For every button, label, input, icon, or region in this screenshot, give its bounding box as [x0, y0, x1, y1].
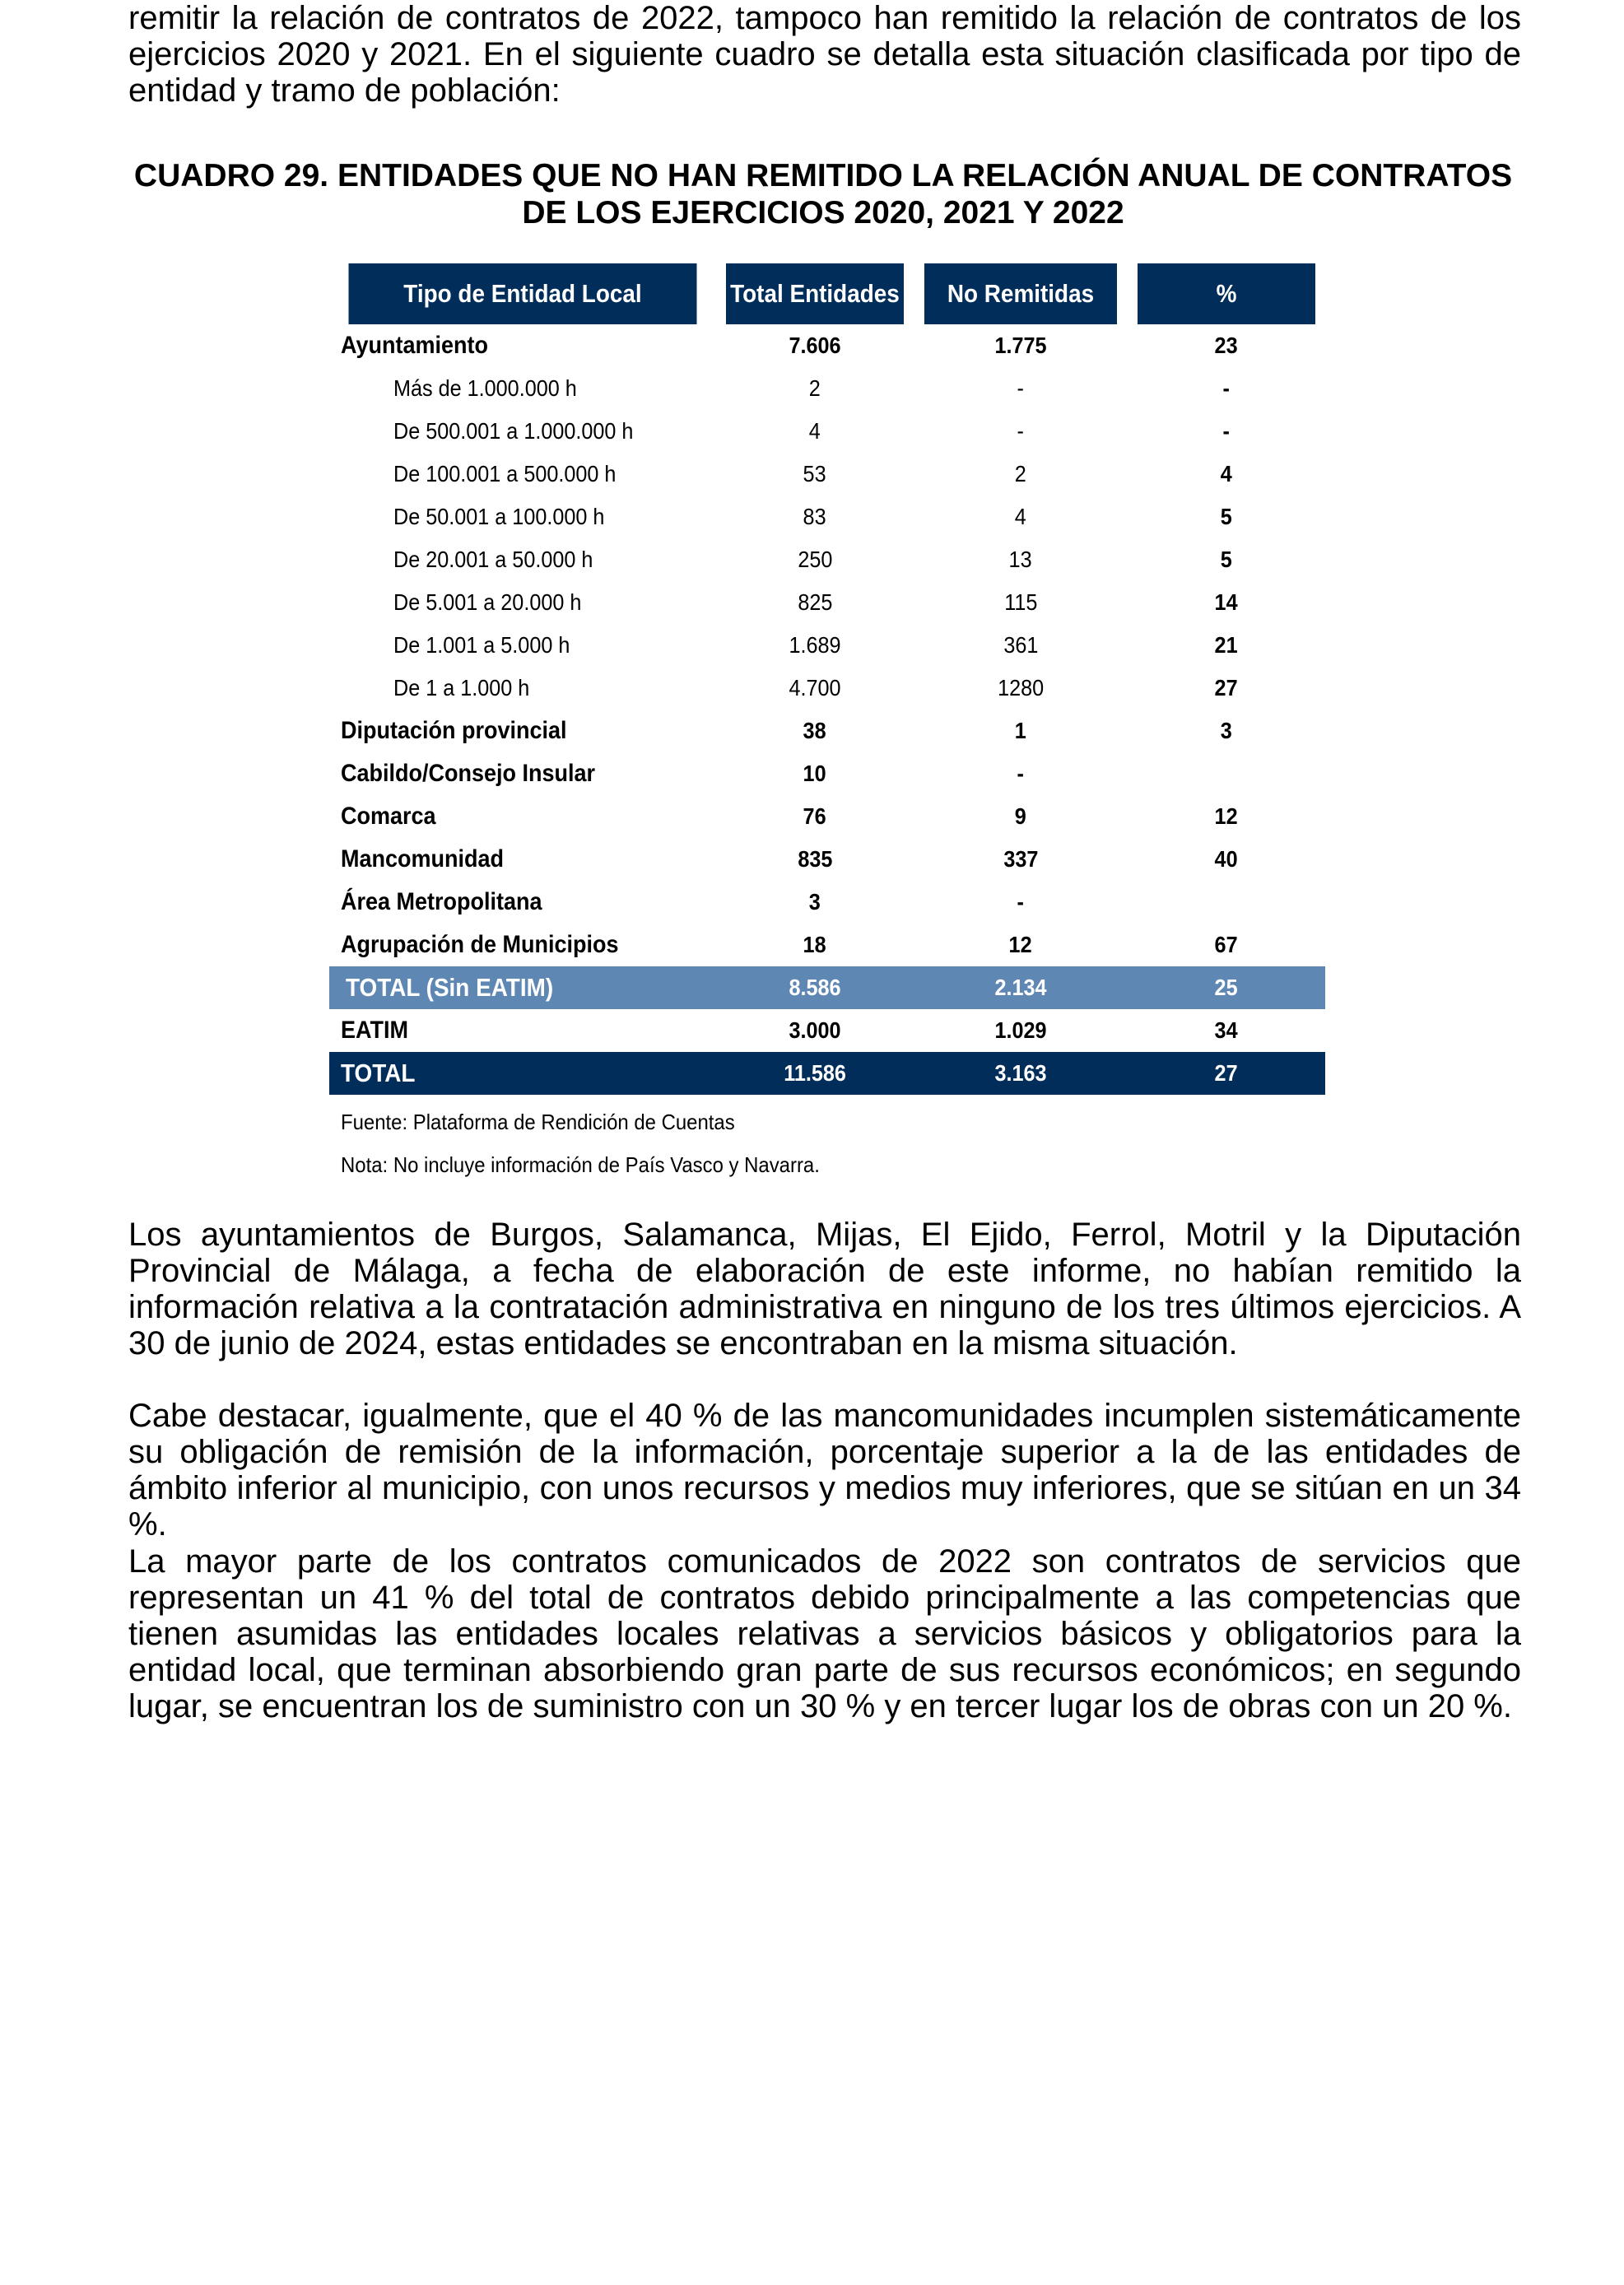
entity-label	[329, 324, 716, 367]
table-header-row	[329, 263, 1325, 324]
percent-cell-text: 27	[1214, 1060, 1239, 1086]
no-remitidas-cell	[914, 410, 1128, 453]
percent-cell	[1128, 581, 1325, 624]
no-remitidas-cell-text: 1	[1014, 718, 1027, 743]
percent-cell-text: 14	[1214, 589, 1239, 615]
entity-label-text: Comarca	[341, 803, 436, 830]
total-entidades-cell-text: 53	[803, 461, 827, 486]
percent-cell-text: 5	[1220, 504, 1233, 529]
total-entidades-cell	[716, 795, 914, 838]
percent-cell-text: 27	[1214, 675, 1239, 700]
percent-cell	[1128, 453, 1325, 496]
no-remitidas-cell	[914, 367, 1128, 410]
percent-cell	[1128, 838, 1325, 881]
entity-label-text: De 500.001 a 1.000.000 h	[393, 418, 634, 444]
intro-paragraph: remitir la relación de contratos de 2022, tampoco han remitido la relación de contratos de los ejercicios 2020 y 2021. En el siguiente cuadro se detalla esta situación clasificada por tipo de entidad y tramo de población:	[128, 0, 1521, 109]
entity-label-text: De 1 a 1.000 h	[393, 675, 530, 700]
percent-cell	[1128, 881, 1325, 924]
table-row	[329, 752, 1325, 795]
entity-label	[329, 624, 716, 667]
no-remitidas-cell	[914, 667, 1128, 710]
table-row	[329, 581, 1325, 624]
table-row	[329, 838, 1325, 881]
entity-label-text: De 20.001 a 50.000 h	[393, 547, 593, 572]
total-entidades-cell	[716, 1009, 914, 1052]
entity-label	[329, 367, 716, 410]
no-remitidas-cell	[914, 752, 1128, 795]
total-entidades-cell	[716, 410, 914, 453]
percent-cell-text: 34	[1214, 1017, 1239, 1043]
entity-label	[329, 581, 716, 624]
total-entidades-cell-text: 1.689	[789, 632, 841, 658]
total-entidades-cell	[716, 453, 914, 496]
total-entidades-cell-text: 4.700	[789, 675, 841, 700]
table-row	[329, 624, 1325, 667]
entity-label-text: De 100.001 a 500.000 h	[393, 461, 617, 486]
no-remitidas-cell	[914, 966, 1128, 1009]
percent-cell	[1128, 924, 1325, 966]
total-entidades-cell-text: 83	[803, 504, 827, 529]
table-row	[329, 924, 1325, 966]
percent-cell	[1128, 752, 1325, 795]
table-row	[329, 324, 1325, 367]
percent-cell-text: 12	[1214, 803, 1239, 829]
no-remitidas-cell-text: 337	[1003, 846, 1039, 872]
no-remitidas-cell-text: 12	[1008, 932, 1033, 957]
total-entidades-cell	[716, 496, 914, 538]
entity-label	[329, 924, 716, 966]
no-remitidas-cell	[914, 538, 1128, 581]
percent-cell	[1128, 624, 1325, 667]
percent-cell	[1128, 710, 1325, 752]
no-remitidas-cell	[914, 710, 1128, 752]
total-entidades-cell	[716, 966, 914, 1009]
entity-label-text: De 50.001 a 100.000 h	[393, 504, 605, 529]
total-entidades-cell-text: 3	[808, 889, 821, 914]
no-remitidas-cell	[914, 453, 1128, 496]
entity-label	[329, 496, 716, 538]
entity-label	[329, 453, 716, 496]
entity-label	[329, 752, 716, 795]
entity-label-text: EATIM	[341, 1017, 408, 1044]
percent-cell	[1128, 410, 1325, 453]
total-entidades-cell	[716, 581, 914, 624]
entity-label	[329, 667, 716, 710]
table-body	[329, 324, 1325, 1095]
total-entidades-cell-text: 2	[808, 375, 821, 401]
no-remitidas-cell	[914, 795, 1128, 838]
no-remitidas-cell-text: -	[1017, 418, 1025, 444]
total-entidades-cell-text: 18	[803, 932, 827, 957]
total-entidades-cell-text: 825	[797, 589, 833, 615]
percent-cell-text: 5	[1220, 547, 1233, 572]
entity-label	[329, 538, 716, 581]
entity-label	[329, 838, 716, 881]
entity-label-text: Cabildo/Consejo Insular	[341, 760, 596, 787]
paragraph-contratos-servicios: La mayor parte de los contratos comunicados de 2022 son contratos de servicios que representan un 41 % del total de contratos debido principalmente a las competencias que tienen asumidas las entidades locales relativas a servicios básicos y obligatorios para la entidad local, que terminan absorbiendo gran parte de sus recursos económicos; en segundo lugar, se encuentran los de suministro con un 30 % y en tercer lugar los de obras con un 20 %.	[128, 1543, 1521, 1724]
percent-cell	[1128, 324, 1325, 367]
total-entidades-cell-text: 3.000	[789, 1017, 841, 1043]
table-row	[329, 1009, 1325, 1052]
entities-table	[329, 263, 1325, 1095]
entity-label-text: Mancomunidad	[341, 845, 505, 873]
total-entidades-cell-text: 7.606	[789, 333, 841, 358]
table-row	[329, 966, 1325, 1009]
total-entidades-cell-text: 835	[797, 846, 833, 872]
no-remitidas-cell-text: -	[1017, 375, 1025, 401]
no-remitidas-cell-text: 9	[1014, 803, 1027, 829]
total-entidades-cell	[716, 667, 914, 710]
entity-label-text: Más de 1.000.000 h	[393, 375, 577, 401]
table-source: Fuente: Plataforma de Rendición de Cuentas	[341, 1110, 735, 1134]
total-entidades-cell	[716, 624, 914, 667]
no-remitidas-cell-text: -	[1017, 761, 1025, 786]
percent-cell	[1128, 1009, 1325, 1052]
entity-label-text: TOTAL	[341, 1059, 416, 1087]
no-remitidas-cell	[914, 838, 1128, 881]
header-tipo-entidad: Tipo de Entidad Local	[349, 263, 697, 324]
header-percent: %	[1138, 263, 1315, 324]
no-remitidas-cell	[914, 324, 1128, 367]
entity-label	[329, 966, 716, 1009]
total-entidades-cell-text: 11.586	[784, 1060, 846, 1086]
total-entidades-cell-text: 38	[803, 718, 827, 743]
total-entidades-cell	[716, 367, 914, 410]
percent-cell-text: 40	[1214, 846, 1239, 872]
total-entidades-cell-text: 8.586	[789, 975, 841, 1000]
paragraph-ayuntamientos: Los ayuntamientos de Burgos, Salamanca, Mijas, El Ejido, Ferrol, Motril y la Diputación Provincial de Málaga, a fecha de elaboración de este informe, no habían remitido la información relativa a la contratación administrativa en ninguno de los tres últimos ejercicios. A 30 de junio de 2024, estas entidades se encontraban en la misma situación.	[128, 1217, 1521, 1361]
no-remitidas-cell-text: -	[1017, 889, 1025, 914]
no-remitidas-cell-text: 3.163	[994, 1060, 1047, 1086]
entity-label-text: Área Metropolitana	[341, 888, 542, 915]
no-remitidas-cell-text: 1280	[997, 675, 1045, 700]
total-entidades-cell-text: 10	[803, 761, 827, 786]
total-entidades-cell	[716, 1052, 914, 1095]
entity-label	[329, 1052, 716, 1095]
no-remitidas-cell-text: 2.134	[994, 975, 1047, 1000]
no-remitidas-cell-text: 1.029	[994, 1017, 1047, 1043]
no-remitidas-cell	[914, 1052, 1128, 1095]
percent-cell	[1128, 795, 1325, 838]
percent-cell	[1128, 538, 1325, 581]
percent-cell-text: 21	[1214, 632, 1239, 658]
table-row	[329, 367, 1325, 410]
table-row	[329, 496, 1325, 538]
total-entidades-cell	[716, 838, 914, 881]
percent-cell-text: 3	[1220, 718, 1233, 743]
percent-cell-text: 4	[1220, 461, 1233, 486]
total-entidades-cell	[716, 881, 914, 924]
entity-label-text: Diputación provincial	[341, 717, 567, 744]
no-remitidas-cell	[914, 581, 1128, 624]
table-row	[329, 881, 1325, 924]
total-entidades-cell	[716, 924, 914, 966]
entity-label-text: Agrupación de Municipios	[341, 931, 619, 958]
no-remitidas-cell	[914, 624, 1128, 667]
no-remitidas-cell-text: 361	[1003, 632, 1039, 658]
total-entidades-cell	[716, 710, 914, 752]
total-entidades-cell	[716, 538, 914, 581]
no-remitidas-cell-text: 115	[1003, 589, 1038, 615]
no-remitidas-cell	[914, 924, 1128, 966]
entity-label-text: De 5.001 a 20.000 h	[393, 589, 582, 615]
entity-label-text: Ayuntamiento	[341, 332, 489, 359]
table-row	[329, 410, 1325, 453]
table-row	[329, 538, 1325, 581]
total-entidades-cell-text: 76	[803, 803, 827, 829]
entity-label-text: De 1.001 a 5.000 h	[393, 632, 570, 658]
paragraph-mancomunidades: Cabe destacar, igualmente, que el 40 % de las mancomunidades incumplen sistemáticamente su obligación de remisión de la información, porcentaje superior a la de las entidades de ámbito inferior al municipio, con unos recursos y medios muy inferiores, que se sitúan en un 34 %.	[128, 1398, 1521, 1543]
entity-label	[329, 881, 716, 924]
table-row	[329, 1052, 1325, 1095]
no-remitidas-cell-text: 2	[1014, 461, 1027, 486]
percent-cell	[1128, 367, 1325, 410]
no-remitidas-cell-text: 4	[1014, 504, 1027, 529]
percent-cell	[1128, 966, 1325, 1009]
header-no-remitidas: No Remitidas	[924, 263, 1117, 324]
table-row	[329, 453, 1325, 496]
header-total-entidades: Total Entidades	[726, 263, 904, 324]
total-entidades-cell	[716, 324, 914, 367]
entity-label	[329, 410, 716, 453]
no-remitidas-cell	[914, 881, 1128, 924]
percent-cell	[1128, 667, 1325, 710]
percent-cell	[1128, 496, 1325, 538]
percent-cell-text: 25	[1214, 975, 1239, 1000]
table-row	[329, 795, 1325, 838]
no-remitidas-cell-text: 1.775	[994, 333, 1047, 358]
percent-cell-text: -	[1222, 418, 1231, 444]
entity-label	[329, 710, 716, 752]
entity-label	[329, 795, 716, 838]
table-title: CUADRO 29. ENTIDADES QUE NO HAN REMITIDO LA RELACIÓN ANUAL DE CONTRATOS DE LOS EJERCICIOS 2020, 2021 Y 2022	[133, 158, 1513, 230]
entity-label	[329, 1009, 716, 1052]
entity-label-text: TOTAL (Sin EATIM)	[346, 973, 554, 1002]
percent-cell	[1128, 1052, 1325, 1095]
table-note: Nota: No incluye información de País Vasco y Navarra.	[341, 1152, 820, 1177]
table-row	[329, 710, 1325, 752]
total-entidades-cell-text: 4	[808, 418, 821, 444]
total-entidades-cell	[716, 752, 914, 795]
percent-cell-text: 23	[1214, 333, 1239, 358]
no-remitidas-cell-text: 13	[1008, 547, 1033, 572]
percent-cell-text: 67	[1214, 932, 1239, 957]
no-remitidas-cell	[914, 1009, 1128, 1052]
no-remitidas-cell	[914, 496, 1128, 538]
percent-cell-text: -	[1222, 375, 1231, 401]
total-entidades-cell-text: 250	[797, 547, 833, 572]
table-row	[329, 667, 1325, 710]
